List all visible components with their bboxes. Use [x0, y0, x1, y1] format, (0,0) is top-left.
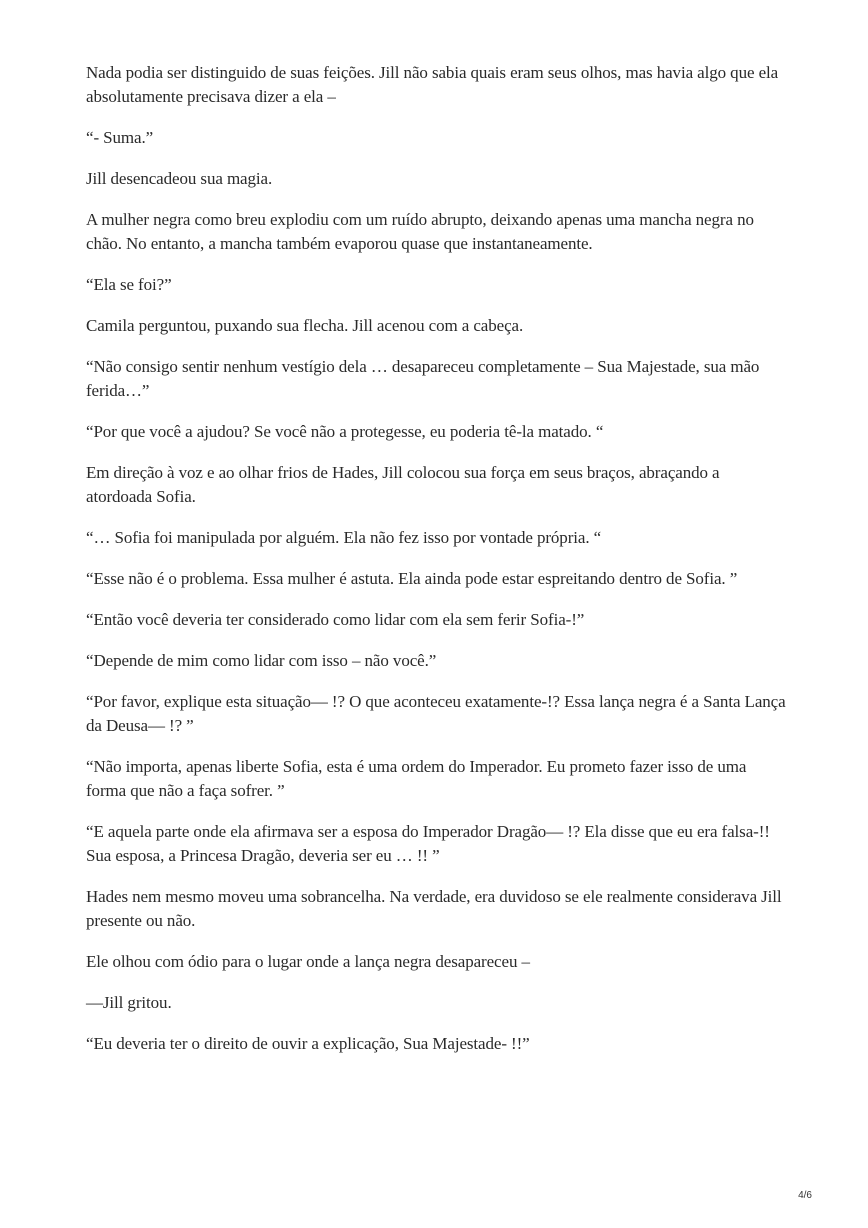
text-body [86, 61, 786, 1073]
page-number: 4/6 [798, 1190, 812, 1201]
paragraph: “Não importa, apenas liberte Sofia, esta é uma ordem do Imperador. Eu prometo fazer isso de uma forma que não a faça sofrer. ” [86, 757, 747, 800]
paragraph: “E aquela parte onde ela afirmava ser a esposa do Imperador Dragão— !? Ela disse que eu era falsa-!! Sua esposa, a Princesa Dragão, deveria ser eu … !! ” [86, 822, 770, 865]
paragraph: —Jill gritou. [86, 993, 172, 1012]
paragraph: Em direção à voz e ao olhar frios de Hades, Jill colocou sua força em seus braços, abraçando a atordoada Sofia. [86, 463, 720, 506]
paragraph: “Ela se foi?” [86, 275, 172, 294]
paragraph: Jill desencadeou sua magia. [86, 169, 273, 188]
paragraph: “Não consigo sentir nenhum vestígio dela … desapareceu completamente – Sua Majestade, sua mão ferida…” [86, 357, 760, 400]
paragraph: “Eu deveria ter o direito de ouvir a explicação, Sua Majestade- !!” [86, 1034, 530, 1053]
paragraph: A mulher negra como breu explodiu com um ruído abrupto, deixando apenas uma mancha negra no chão. No entanto, a mancha também evaporou quase que instantaneamente. [86, 210, 754, 253]
paragraph: Ele olhou com ódio para o lugar onde a lança negra desapareceu – [86, 952, 530, 971]
paragraph: Camila perguntou, puxando sua flecha. Jill acenou com a cabeça. [86, 316, 524, 335]
paragraph: Hades nem mesmo moveu uma sobrancelha. Na verdade, era duvidoso se ele realmente considerava Jill presente ou não. [86, 887, 782, 930]
paragraph: “… Sofia foi manipulada por alguém. Ela não fez isso por vontade própria. “ [86, 528, 602, 547]
paragraph: Nada podia ser distinguido de suas feições. Jill não sabia quais eram seus olhos, mas havia algo que ela absolutamente precisava dizer a ela – [86, 63, 779, 106]
paragraph: “Por que você a ajudou? Se você não a protegesse, eu poderia tê-la matado. “ [86, 422, 604, 441]
paragraph: “Depende de mim como lidar com isso – não você.” [86, 651, 437, 670]
paragraph: “- Suma.” [86, 128, 154, 147]
paragraph: “Esse não é o problema. Essa mulher é astuta. Ela ainda pode estar espreitando dentro de Sofia. ” [86, 569, 738, 588]
paragraph: “Então você deveria ter considerado como lidar com ela sem ferir Sofia-!” [86, 610, 585, 629]
paragraph: “Por favor, explique esta situação— !? O que aconteceu exatamente-!? Essa lança negra é a Santa Lança da Deusa— !? ” [86, 692, 786, 735]
